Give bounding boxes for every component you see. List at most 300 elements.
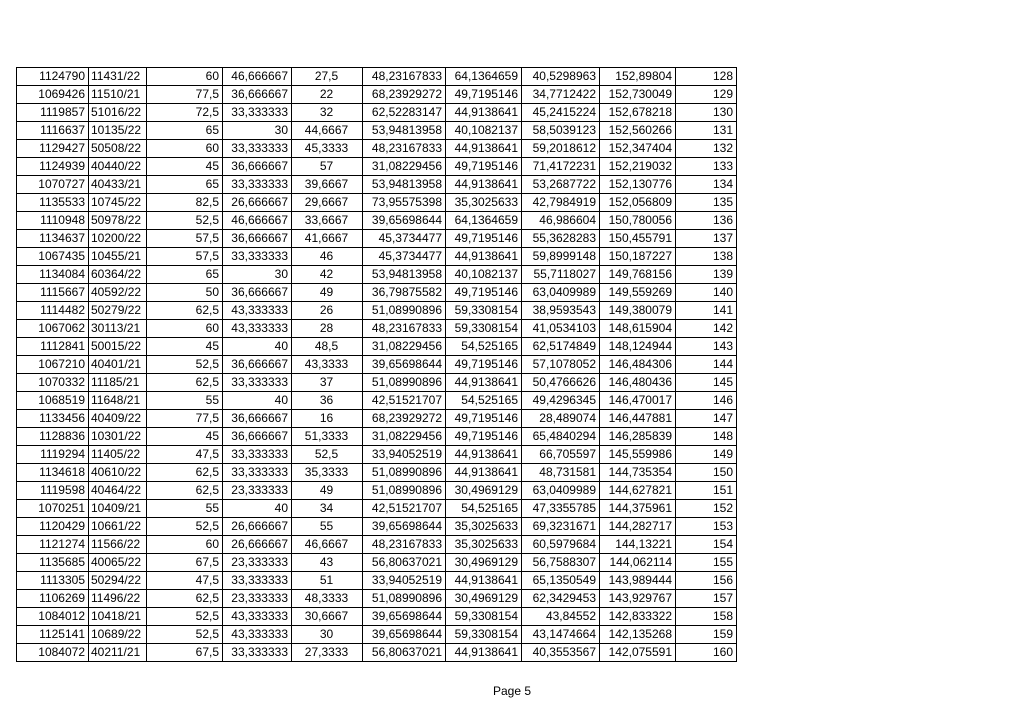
cell-norm-b: 35,3025633 (446, 518, 522, 536)
page-footer: Page 5 (492, 684, 532, 698)
table-row (17, 104, 737, 122)
cell-norm-a: 51,08990896 (363, 302, 446, 320)
cell-score-a: 62,5 (147, 590, 223, 608)
cell-norm-b: 44,9138641 (446, 464, 522, 482)
cell-id: 1121274 (17, 536, 89, 554)
table-row (17, 158, 737, 176)
cell-norm-a: 53,94813958 (363, 122, 446, 140)
cell-total: 150,187227 (600, 248, 676, 266)
cell-score-b: 33,333333 (223, 374, 292, 392)
cell-score-c: 44,6667 (292, 122, 363, 140)
cell-score-b: 33,333333 (223, 464, 292, 482)
cell-rank: 153 (676, 518, 737, 536)
cell-code: 10455/21 (89, 248, 147, 266)
cell-score-c: 34 (292, 500, 363, 518)
cell-norm-c: 41,0534103 (522, 320, 600, 338)
cell-total: 148,615904 (600, 320, 676, 338)
cell-code: 11496/22 (89, 590, 147, 608)
cell-norm-a: 56,80637021 (363, 644, 446, 662)
cell-id: 1124939 (17, 158, 89, 176)
cell-score-a: 60 (147, 140, 223, 158)
cell-norm-c: 56,7588307 (522, 554, 600, 572)
table-row (17, 320, 737, 338)
cell-score-c: 55 (292, 518, 363, 536)
table-row (17, 464, 737, 482)
cell-code: 40464/22 (89, 482, 147, 500)
cell-rank: 142 (676, 320, 737, 338)
cell-score-b: 26,666667 (223, 536, 292, 554)
cell-code: 40440/22 (89, 158, 147, 176)
cell-norm-c: 40,5298963 (522, 68, 600, 86)
cell-code: 10418/21 (89, 608, 147, 626)
cell-score-c: 48,5 (292, 338, 363, 356)
table-row (17, 122, 737, 140)
cell-norm-a: 73,95575398 (363, 194, 446, 212)
cell-code: 50978/22 (89, 212, 147, 230)
cell-id: 1070251 (17, 500, 89, 518)
cell-score-b: 46,666667 (223, 68, 292, 86)
cell-norm-a: 48,23167833 (363, 536, 446, 554)
cell-score-c: 28 (292, 320, 363, 338)
cell-norm-c: 55,3628283 (522, 230, 600, 248)
cell-norm-c: 63,0409989 (522, 482, 600, 500)
cell-norm-c: 62,5174849 (522, 338, 600, 356)
cell-score-a: 52,5 (147, 626, 223, 644)
cell-score-b: 40 (223, 338, 292, 356)
table-row (17, 590, 737, 608)
cell-score-b: 23,333333 (223, 554, 292, 572)
cell-id: 1084012 (17, 608, 89, 626)
cell-norm-c: 59,2018612 (522, 140, 600, 158)
cell-norm-a: 39,65698644 (363, 212, 446, 230)
cell-norm-b: 49,7195146 (446, 410, 522, 428)
cell-norm-a: 51,08990896 (363, 590, 446, 608)
cell-score-b: 40 (223, 500, 292, 518)
cell-score-a: 45 (147, 428, 223, 446)
cell-rank: 138 (676, 248, 737, 266)
table-row (17, 410, 737, 428)
table-row (17, 572, 737, 590)
cell-norm-b: 44,9138641 (446, 104, 522, 122)
cell-id: 1070332 (17, 374, 89, 392)
cell-norm-a: 33,94052519 (363, 446, 446, 464)
table-row (17, 608, 737, 626)
cell-score-c: 22 (292, 86, 363, 104)
cell-rank: 140 (676, 284, 737, 302)
cell-id: 1068519 (17, 392, 89, 410)
table-row (17, 374, 737, 392)
cell-rank: 143 (676, 338, 737, 356)
cell-score-c: 27,3333 (292, 644, 363, 662)
cell-rank: 150 (676, 464, 737, 482)
cell-total: 152,130776 (600, 176, 676, 194)
cell-score-b: 33,333333 (223, 248, 292, 266)
cell-score-b: 33,333333 (223, 140, 292, 158)
table-row (17, 482, 737, 500)
cell-norm-a: 53,94813958 (363, 266, 446, 284)
cell-total: 146,447881 (600, 410, 676, 428)
cell-score-b: 36,666667 (223, 428, 292, 446)
cell-id: 1134618 (17, 464, 89, 482)
cell-id: 1116637 (17, 122, 89, 140)
table-row (17, 338, 737, 356)
cell-score-b: 36,666667 (223, 284, 292, 302)
cell-id: 1129427 (17, 140, 89, 158)
cell-score-c: 57 (292, 158, 363, 176)
cell-norm-a: 48,23167833 (363, 68, 446, 86)
cell-norm-a: 68,23929272 (363, 86, 446, 104)
cell-norm-a: 68,23929272 (363, 410, 446, 428)
cell-id: 1106269 (17, 590, 89, 608)
cell-norm-b: 44,9138641 (446, 644, 522, 662)
cell-score-b: 30 (223, 122, 292, 140)
cell-total: 144,735354 (600, 464, 676, 482)
table-row (17, 500, 737, 518)
cell-score-a: 67,5 (147, 644, 223, 662)
cell-norm-b: 54,525165 (446, 500, 522, 518)
cell-score-b: 23,333333 (223, 482, 292, 500)
cell-rank: 132 (676, 140, 737, 158)
cell-norm-c: 43,84552 (522, 608, 600, 626)
cell-score-c: 39,6667 (292, 176, 363, 194)
cell-norm-b: 40,1082137 (446, 122, 522, 140)
cell-total: 142,833322 (600, 608, 676, 626)
cell-total: 144,13221 (600, 536, 676, 554)
cell-id: 1134084 (17, 266, 89, 284)
cell-norm-b: 30,4969129 (446, 482, 522, 500)
cell-rank: 155 (676, 554, 737, 572)
cell-total: 146,470017 (600, 392, 676, 410)
cell-rank: 134 (676, 176, 737, 194)
cell-score-b: 23,333333 (223, 590, 292, 608)
cell-total: 152,219032 (600, 158, 676, 176)
table-row (17, 212, 737, 230)
cell-total: 146,480436 (600, 374, 676, 392)
cell-norm-b: 59,3308154 (446, 302, 522, 320)
table-row (17, 194, 737, 212)
cell-rank: 135 (676, 194, 737, 212)
cell-norm-b: 64,1364659 (446, 68, 522, 86)
cell-norm-c: 69,3231671 (522, 518, 600, 536)
results-table (16, 67, 737, 662)
cell-id: 1124790 (17, 68, 89, 86)
cell-norm-a: 48,23167833 (363, 320, 446, 338)
cell-norm-b: 30,4969129 (446, 590, 522, 608)
cell-norm-a: 31,08229456 (363, 338, 446, 356)
cell-score-b: 40 (223, 392, 292, 410)
table-row (17, 626, 737, 644)
cell-id: 1112841 (17, 338, 89, 356)
cell-norm-b: 49,7195146 (446, 86, 522, 104)
table-row (17, 266, 737, 284)
cell-norm-c: 45,2415224 (522, 104, 600, 122)
cell-total: 152,678218 (600, 104, 676, 122)
cell-code: 50279/22 (89, 302, 147, 320)
cell-score-a: 47,5 (147, 446, 223, 464)
table-row (17, 68, 737, 86)
cell-score-a: 77,5 (147, 86, 223, 104)
cell-score-a: 45 (147, 338, 223, 356)
cell-score-b: 33,333333 (223, 644, 292, 662)
table-row (17, 392, 737, 410)
cell-score-a: 45 (147, 158, 223, 176)
cell-rank: 141 (676, 302, 737, 320)
cell-code: 11510/21 (89, 86, 147, 104)
cell-code: 11566/22 (89, 536, 147, 554)
table-row (17, 248, 737, 266)
cell-id: 1128836 (17, 428, 89, 446)
cell-rank: 133 (676, 158, 737, 176)
cell-total: 145,559986 (600, 446, 676, 464)
cell-norm-b: 30,4969129 (446, 554, 522, 572)
cell-total: 149,380079 (600, 302, 676, 320)
cell-rank: 146 (676, 392, 737, 410)
cell-id: 1135685 (17, 554, 89, 572)
cell-total: 146,484306 (600, 356, 676, 374)
cell-norm-b: 49,7195146 (446, 284, 522, 302)
table-row (17, 284, 737, 302)
cell-score-a: 57,5 (147, 248, 223, 266)
cell-score-c: 48,3333 (292, 590, 363, 608)
cell-score-c: 46,6667 (292, 536, 363, 554)
cell-code: 11648/21 (89, 392, 147, 410)
cell-total: 146,285839 (600, 428, 676, 446)
cell-score-c: 43,3333 (292, 356, 363, 374)
cell-norm-b: 35,3025633 (446, 536, 522, 554)
cell-score-a: 52,5 (147, 608, 223, 626)
cell-code: 10689/22 (89, 626, 147, 644)
cell-norm-b: 59,3308154 (446, 608, 522, 626)
cell-rank: 156 (676, 572, 737, 590)
cell-norm-c: 50,4766626 (522, 374, 600, 392)
cell-norm-a: 36,79875582 (363, 284, 446, 302)
cell-score-c: 51,3333 (292, 428, 363, 446)
cell-rank: 160 (676, 644, 737, 662)
cell-norm-a: 39,65698644 (363, 608, 446, 626)
cell-score-b: 36,666667 (223, 356, 292, 374)
table-row (17, 644, 737, 662)
cell-score-a: 62,5 (147, 482, 223, 500)
cell-id: 1135533 (17, 194, 89, 212)
cell-total: 152,89804 (600, 68, 676, 86)
cell-norm-a: 62,52283147 (363, 104, 446, 122)
cell-norm-b: 44,9138641 (446, 140, 522, 158)
cell-total: 150,780056 (600, 212, 676, 230)
cell-rank: 145 (676, 374, 737, 392)
cell-score-b: 43,333333 (223, 608, 292, 626)
cell-rank: 148 (676, 428, 737, 446)
cell-total: 142,075591 (600, 644, 676, 662)
cell-score-c: 43 (292, 554, 363, 572)
cell-code: 10745/22 (89, 194, 147, 212)
cell-code: 50508/22 (89, 140, 147, 158)
cell-norm-a: 56,80637021 (363, 554, 446, 572)
cell-norm-a: 39,65698644 (363, 626, 446, 644)
table-row (17, 176, 737, 194)
cell-score-a: 77,5 (147, 410, 223, 428)
cell-score-b: 43,333333 (223, 320, 292, 338)
cell-rank: 158 (676, 608, 737, 626)
cell-total: 143,989444 (600, 572, 676, 590)
cell-score-c: 16 (292, 410, 363, 428)
cell-score-a: 72,5 (147, 104, 223, 122)
cell-score-a: 82,5 (147, 194, 223, 212)
cell-norm-c: 28,489074 (522, 410, 600, 428)
cell-id: 1125141 (17, 626, 89, 644)
cell-code: 50015/22 (89, 338, 147, 356)
cell-norm-a: 45,3734477 (363, 248, 446, 266)
cell-rank: 157 (676, 590, 737, 608)
cell-score-a: 65 (147, 122, 223, 140)
cell-norm-a: 39,65698644 (363, 356, 446, 374)
cell-norm-c: 40,3553567 (522, 644, 600, 662)
cell-norm-a: 51,08990896 (363, 374, 446, 392)
cell-norm-a: 31,08229456 (363, 428, 446, 446)
cell-code: 40211/21 (89, 644, 147, 662)
cell-score-a: 62,5 (147, 374, 223, 392)
cell-code: 10409/21 (89, 500, 147, 518)
cell-score-a: 67,5 (147, 554, 223, 572)
cell-norm-b: 44,9138641 (446, 248, 522, 266)
table-row (17, 554, 737, 572)
table-row (17, 428, 737, 446)
cell-norm-b: 49,7195146 (446, 428, 522, 446)
cell-id: 1067435 (17, 248, 89, 266)
cell-score-c: 52,5 (292, 446, 363, 464)
cell-code: 40610/22 (89, 464, 147, 482)
cell-norm-b: 44,9138641 (446, 572, 522, 590)
cell-score-c: 51 (292, 572, 363, 590)
cell-total: 152,056809 (600, 194, 676, 212)
cell-score-c: 35,3333 (292, 464, 363, 482)
cell-total: 148,124944 (600, 338, 676, 356)
cell-norm-b: 44,9138641 (446, 176, 522, 194)
cell-score-c: 36 (292, 392, 363, 410)
cell-id: 1114482 (17, 302, 89, 320)
cell-id: 1070727 (17, 176, 89, 194)
cell-norm-c: 49,4296345 (522, 392, 600, 410)
cell-score-a: 57,5 (147, 230, 223, 248)
cell-norm-c: 43,1474664 (522, 626, 600, 644)
cell-norm-c: 71,4172231 (522, 158, 600, 176)
cell-score-b: 33,333333 (223, 176, 292, 194)
cell-score-a: 62,5 (147, 464, 223, 482)
cell-norm-c: 46,986604 (522, 212, 600, 230)
cell-score-a: 65 (147, 266, 223, 284)
cell-score-c: 49 (292, 482, 363, 500)
cell-norm-c: 63,0409989 (522, 284, 600, 302)
cell-score-c: 45,3333 (292, 140, 363, 158)
cell-code: 40409/22 (89, 410, 147, 428)
cell-norm-c: 58,5039123 (522, 122, 600, 140)
cell-rank: 152 (676, 500, 737, 518)
cell-score-a: 52,5 (147, 212, 223, 230)
cell-score-b: 33,333333 (223, 572, 292, 590)
cell-code: 40065/22 (89, 554, 147, 572)
cell-id: 1119294 (17, 446, 89, 464)
cell-score-b: 43,333333 (223, 626, 292, 644)
cell-total: 144,375961 (600, 500, 676, 518)
cell-score-a: 55 (147, 392, 223, 410)
cell-total: 152,730049 (600, 86, 676, 104)
cell-norm-c: 60,5979684 (522, 536, 600, 554)
cell-code: 11431/22 (89, 68, 147, 86)
cell-score-c: 27,5 (292, 68, 363, 86)
cell-score-a: 50 (147, 284, 223, 302)
cell-norm-c: 42,7984919 (522, 194, 600, 212)
cell-score-b: 33,333333 (223, 446, 292, 464)
cell-code: 40433/21 (89, 176, 147, 194)
cell-rank: 137 (676, 230, 737, 248)
cell-score-c: 30 (292, 626, 363, 644)
cell-score-b: 36,666667 (223, 410, 292, 428)
cell-code: 40592/22 (89, 284, 147, 302)
cell-norm-a: 42,51521707 (363, 392, 446, 410)
cell-score-c: 33,6667 (292, 212, 363, 230)
cell-code: 10200/22 (89, 230, 147, 248)
cell-norm-b: 54,525165 (446, 338, 522, 356)
cell-norm-a: 51,08990896 (363, 464, 446, 482)
cell-total: 144,627821 (600, 482, 676, 500)
cell-code: 50294/22 (89, 572, 147, 590)
cell-id: 1110948 (17, 212, 89, 230)
cell-total: 142,135268 (600, 626, 676, 644)
cell-norm-b: 40,1082137 (446, 266, 522, 284)
cell-id: 1134637 (17, 230, 89, 248)
cell-rank: 159 (676, 626, 737, 644)
cell-score-c: 37 (292, 374, 363, 392)
cell-score-b: 43,333333 (223, 302, 292, 320)
cell-norm-b: 49,7195146 (446, 356, 522, 374)
cell-score-b: 46,666667 (223, 212, 292, 230)
cell-norm-c: 38,9593543 (522, 302, 600, 320)
cell-score-a: 47,5 (147, 572, 223, 590)
cell-norm-a: 51,08990896 (363, 482, 446, 500)
cell-total: 144,282717 (600, 518, 676, 536)
table-row (17, 536, 737, 554)
cell-norm-a: 48,23167833 (363, 140, 446, 158)
cell-code: 51016/22 (89, 104, 147, 122)
cell-score-a: 60 (147, 320, 223, 338)
cell-norm-b: 59,3308154 (446, 320, 522, 338)
cell-score-c: 29,6667 (292, 194, 363, 212)
table-row (17, 446, 737, 464)
cell-score-b: 26,666667 (223, 194, 292, 212)
cell-score-a: 60 (147, 68, 223, 86)
cell-norm-b: 59,3308154 (446, 626, 522, 644)
cell-norm-c: 48,731581 (522, 464, 600, 482)
cell-rank: 128 (676, 68, 737, 86)
cell-total: 149,768156 (600, 266, 676, 284)
cell-code: 10661/22 (89, 518, 147, 536)
cell-rank: 151 (676, 482, 737, 500)
cell-score-c: 26 (292, 302, 363, 320)
cell-norm-c: 66,705597 (522, 446, 600, 464)
cell-score-b: 36,666667 (223, 86, 292, 104)
table-body (17, 68, 737, 662)
cell-norm-c: 55,7118027 (522, 266, 600, 284)
table-row (17, 230, 737, 248)
cell-rank: 139 (676, 266, 737, 284)
cell-id: 1067062 (17, 320, 89, 338)
cell-norm-b: 54,525165 (446, 392, 522, 410)
cell-score-c: 41,6667 (292, 230, 363, 248)
cell-norm-c: 53,2687722 (522, 176, 600, 194)
cell-norm-c: 57,1078052 (522, 356, 600, 374)
cell-rank: 144 (676, 356, 737, 374)
cell-score-a: 52,5 (147, 518, 223, 536)
cell-norm-a: 39,65698644 (363, 518, 446, 536)
